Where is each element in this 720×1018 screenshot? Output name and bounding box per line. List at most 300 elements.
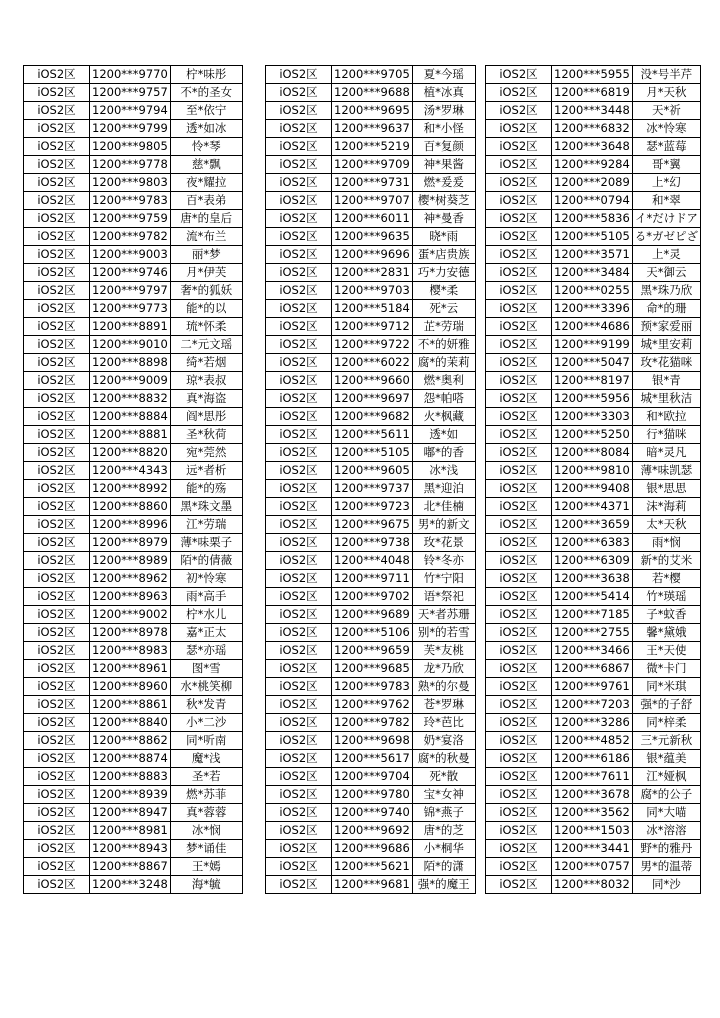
user-id-cell: 1200***9695 [332, 102, 413, 120]
user-id-cell: 1200***9688 [332, 84, 413, 102]
nickname-cell: 瑟*蓝莓 [632, 138, 700, 156]
server-zone-cell: iOS2区 [24, 768, 90, 786]
server-zone-cell: iOS2区 [24, 264, 90, 282]
server-zone-cell: iOS2区 [266, 642, 332, 660]
server-zone-cell: iOS2区 [486, 174, 552, 192]
table-row [486, 678, 701, 696]
user-id-cell: 1200***8960 [90, 678, 171, 696]
user-id-cell: 1200***5621 [332, 858, 413, 876]
nickname-cell: 圣*若 [170, 768, 242, 786]
nickname-cell: 小*桐华 [412, 840, 475, 858]
table-row [486, 174, 701, 192]
nickname-cell: 和*小怪 [412, 120, 475, 138]
nickname-cell: 图*雪 [170, 660, 242, 678]
table-row [24, 282, 243, 300]
server-zone-cell: iOS2区 [486, 786, 552, 804]
server-zone-cell: iOS2区 [266, 516, 332, 534]
server-zone-cell: iOS2区 [24, 642, 90, 660]
table-row [24, 498, 243, 516]
nickname-cell: 江*劳瑞 [170, 516, 242, 534]
user-id-cell: 1200***8832 [90, 390, 171, 408]
nickname-cell: 月*伊芙 [170, 264, 242, 282]
server-zone-cell: iOS2区 [486, 588, 552, 606]
nickname-cell: 绮*若烟 [170, 354, 242, 372]
user-id-cell: 1200***9010 [90, 336, 171, 354]
nickname-cell: 野*的雅丹 [632, 840, 700, 858]
table-row [24, 786, 243, 804]
nickname-cell: 冰*悯 [170, 822, 242, 840]
user-id-cell: 1200***5414 [552, 588, 633, 606]
server-zone-cell: iOS2区 [486, 192, 552, 210]
nickname-cell: 暗*灵凡 [632, 444, 700, 462]
user-id-cell: 1200***3248 [90, 876, 171, 894]
user-id-cell: 1200***4048 [332, 552, 413, 570]
table-row [486, 696, 701, 714]
server-zone-cell: iOS2区 [486, 120, 552, 138]
nickname-cell: 神*曼香 [412, 210, 475, 228]
nickname-cell: 玲*芭比 [412, 714, 475, 732]
server-zone-cell: iOS2区 [486, 570, 552, 588]
table-row [266, 336, 476, 354]
server-zone-cell: iOS2区 [266, 282, 332, 300]
server-zone-cell: iOS2区 [24, 588, 90, 606]
server-zone-cell: iOS2区 [486, 408, 552, 426]
nickname-cell: 芷*劳瑞 [412, 318, 475, 336]
table-row [266, 408, 476, 426]
server-zone-cell: iOS2区 [486, 354, 552, 372]
table-row [486, 498, 701, 516]
server-zone-cell: iOS2区 [24, 678, 90, 696]
user-id-cell: 1200***9675 [332, 516, 413, 534]
table-row [486, 840, 701, 858]
server-zone-cell: iOS2区 [24, 390, 90, 408]
nickname-cell: る*ガゼピざ [632, 228, 700, 246]
server-zone-cell: iOS2区 [24, 534, 90, 552]
nickname-cell: 巧*力安德 [412, 264, 475, 282]
server-zone-cell: iOS2区 [266, 390, 332, 408]
user-id-cell: 1200***9703 [332, 282, 413, 300]
table-row [24, 246, 243, 264]
nickname-cell: 火*枫藏 [412, 408, 475, 426]
table-row [24, 840, 243, 858]
server-zone-cell: iOS2区 [24, 462, 90, 480]
nickname-cell: 樱*柔 [412, 282, 475, 300]
user-id-cell: 1200***6867 [552, 660, 633, 678]
server-zone-cell: iOS2区 [486, 318, 552, 336]
nickname-cell: 蛋*店贵族 [412, 246, 475, 264]
table-row [486, 534, 701, 552]
server-zone-cell: iOS2区 [24, 336, 90, 354]
table-row [486, 876, 701, 894]
server-zone-cell: iOS2区 [486, 696, 552, 714]
user-id-cell: 1200***9002 [90, 606, 171, 624]
table-row [24, 750, 243, 768]
user-id-cell: 1200***8898 [90, 354, 171, 372]
server-zone-cell: iOS2区 [266, 264, 332, 282]
table-row [24, 804, 243, 822]
user-list-table-2 [265, 65, 476, 894]
table-row [266, 84, 476, 102]
user-id-cell: 1200***3648 [552, 138, 633, 156]
server-zone-cell: iOS2区 [24, 138, 90, 156]
server-zone-cell: iOS2区 [486, 264, 552, 282]
server-zone-cell: iOS2区 [266, 138, 332, 156]
server-zone-cell: iOS2区 [24, 624, 90, 642]
user-id-cell: 1200***5611 [332, 426, 413, 444]
user-id-cell: 1200***0757 [552, 858, 633, 876]
nickname-cell: 上*灵 [632, 246, 700, 264]
nickname-cell: 柠*味彤 [170, 66, 242, 84]
user-id-cell: 1200***9711 [332, 570, 413, 588]
table-row [24, 570, 243, 588]
user-id-cell: 1200***9408 [552, 480, 633, 498]
server-zone-cell: iOS2区 [486, 606, 552, 624]
server-zone-cell: iOS2区 [486, 228, 552, 246]
nickname-cell: 流*布兰 [170, 228, 242, 246]
user-id-cell: 1200***8992 [90, 480, 171, 498]
server-zone-cell: iOS2区 [486, 876, 552, 894]
table-row [24, 588, 243, 606]
user-list-table-3 [485, 65, 701, 894]
table-row [266, 768, 476, 786]
table-row [24, 318, 243, 336]
user-id-cell: 1200***6011 [332, 210, 413, 228]
server-zone-cell: iOS2区 [486, 624, 552, 642]
user-id-cell: 1200***7203 [552, 696, 633, 714]
server-zone-cell: iOS2区 [266, 246, 332, 264]
table-row [266, 516, 476, 534]
table-row [486, 606, 701, 624]
server-zone-cell: iOS2区 [266, 732, 332, 750]
server-zone-cell: iOS2区 [24, 552, 90, 570]
nickname-cell: 哥*翼 [632, 156, 700, 174]
user-id-cell: 1200***9712 [332, 318, 413, 336]
nickname-cell: 梦*诵佳 [170, 840, 242, 858]
server-zone-cell: iOS2区 [486, 534, 552, 552]
user-id-cell: 1200***8032 [552, 876, 633, 894]
user-id-cell: 1200***8947 [90, 804, 171, 822]
server-zone-cell: iOS2区 [266, 480, 332, 498]
nickname-cell: 芙*友桃 [412, 642, 475, 660]
nickname-cell: 竹*瑛瑶 [632, 588, 700, 606]
user-id-cell: 1200***9759 [90, 210, 171, 228]
nickname-cell: 透*如冰 [170, 120, 242, 138]
user-id-cell: 1200***9757 [90, 84, 171, 102]
user-id-cell: 1200***3571 [552, 246, 633, 264]
user-id-cell: 1200***1503 [552, 822, 633, 840]
nickname-cell: 熟*的尔曼 [412, 678, 475, 696]
server-zone-cell: iOS2区 [24, 876, 90, 894]
user-id-cell: 1200***6186 [552, 750, 633, 768]
user-id-cell: 1200***9737 [332, 480, 413, 498]
nickname-cell: 嘟*的香 [412, 444, 475, 462]
table-row [266, 786, 476, 804]
server-zone-cell: iOS2区 [24, 498, 90, 516]
table-row [266, 66, 476, 84]
user-id-cell: 1200***9685 [332, 660, 413, 678]
nickname-cell: 怜*琴 [170, 138, 242, 156]
nickname-cell: 薄*味栗子 [170, 534, 242, 552]
table-row [24, 408, 243, 426]
table-row [24, 714, 243, 732]
table-row [486, 282, 701, 300]
table-row [486, 462, 701, 480]
user-id-cell: 1200***6309 [552, 552, 633, 570]
nickname-cell: 夏*今瑶 [412, 66, 475, 84]
server-zone-cell: iOS2区 [486, 822, 552, 840]
user-id-cell: 1200***5105 [552, 228, 633, 246]
nickname-cell: 薄*味凯瑟 [632, 462, 700, 480]
server-zone-cell: iOS2区 [24, 354, 90, 372]
table-row [24, 336, 243, 354]
user-id-cell: 1200***9799 [90, 120, 171, 138]
nickname-cell: 不*的圣女 [170, 84, 242, 102]
user-id-cell: 1200***5617 [332, 750, 413, 768]
table-row [24, 822, 243, 840]
server-zone-cell: iOS2区 [486, 552, 552, 570]
user-id-cell: 1200***6022 [332, 354, 413, 372]
server-zone-cell: iOS2区 [24, 516, 90, 534]
table-row [266, 642, 476, 660]
user-id-cell: 1200***8963 [90, 588, 171, 606]
server-zone-cell: iOS2区 [266, 858, 332, 876]
table-row [486, 480, 701, 498]
table-row [266, 606, 476, 624]
user-id-cell: 1200***9682 [332, 408, 413, 426]
nickname-cell: 腐*的秋曼 [412, 750, 475, 768]
user-id-cell: 1200***0255 [552, 282, 633, 300]
table-row [266, 678, 476, 696]
server-zone-cell: iOS2区 [24, 732, 90, 750]
nickname-cell: 小*二沙 [170, 714, 242, 732]
server-zone-cell: iOS2区 [266, 534, 332, 552]
nickname-cell: 行*猫咪 [632, 426, 700, 444]
user-id-cell: 1200***9686 [332, 840, 413, 858]
nickname-cell: 王*嫣 [170, 858, 242, 876]
table-row [486, 786, 701, 804]
nickname-cell: 雨*悯 [632, 534, 700, 552]
user-id-cell: 1200***5956 [552, 390, 633, 408]
nickname-cell: 和*翠 [632, 192, 700, 210]
nickname-cell: 子*蚊香 [632, 606, 700, 624]
user-id-cell: 1200***8978 [90, 624, 171, 642]
server-zone-cell: iOS2区 [266, 336, 332, 354]
user-id-cell: 1200***3448 [552, 102, 633, 120]
table-row [486, 120, 701, 138]
table-row [266, 570, 476, 588]
table-row [24, 174, 243, 192]
nickname-cell: 燃*苏菲 [170, 786, 242, 804]
nickname-cell: 别*的若雪 [412, 624, 475, 642]
nickname-cell: 黑*珠乃欣 [632, 282, 700, 300]
server-zone-cell: iOS2区 [486, 768, 552, 786]
server-zone-cell: iOS2区 [266, 606, 332, 624]
server-zone-cell: iOS2区 [486, 804, 552, 822]
user-id-cell: 1200***4686 [552, 318, 633, 336]
user-id-cell: 1200***9689 [332, 606, 413, 624]
user-id-cell: 1200***3441 [552, 840, 633, 858]
nickname-cell: 秋*发青 [170, 696, 242, 714]
server-zone-cell: iOS2区 [486, 750, 552, 768]
user-id-cell: 1200***8891 [90, 318, 171, 336]
table-row [486, 156, 701, 174]
nickname-cell: 北*佳楠 [412, 498, 475, 516]
table-row [266, 246, 476, 264]
nickname-cell: 陌*的倩薇 [170, 552, 242, 570]
server-zone-cell: iOS2区 [266, 408, 332, 426]
table-row [266, 804, 476, 822]
table-row [266, 462, 476, 480]
nickname-cell: 铃*冬亦 [412, 552, 475, 570]
nickname-cell: 没*号半芹 [632, 66, 700, 84]
nickname-cell: 和*欧拉 [632, 408, 700, 426]
table-row [486, 822, 701, 840]
server-zone-cell: iOS2区 [266, 552, 332, 570]
nickname-cell: 上*幻 [632, 174, 700, 192]
user-id-cell: 1200***8979 [90, 534, 171, 552]
server-zone-cell: iOS2区 [24, 102, 90, 120]
table-row [486, 408, 701, 426]
user-id-cell: 1200***4852 [552, 732, 633, 750]
user-id-cell: 1200***3638 [552, 570, 633, 588]
server-zone-cell: iOS2区 [486, 300, 552, 318]
nickname-cell: 命*的珊 [632, 300, 700, 318]
nickname-cell: 死*散 [412, 768, 475, 786]
nickname-cell: 远*者析 [170, 462, 242, 480]
nickname-cell: 夜*耀拉 [170, 174, 242, 192]
nickname-cell: 唐*的芝 [412, 822, 475, 840]
server-zone-cell: iOS2区 [266, 210, 332, 228]
server-zone-cell: iOS2区 [24, 228, 90, 246]
user-id-cell: 1200***9009 [90, 372, 171, 390]
table-row [24, 606, 243, 624]
user-id-cell: 1200***5836 [552, 210, 633, 228]
nickname-cell: 水*桃笑柳 [170, 678, 242, 696]
user-id-cell: 1200***8860 [90, 498, 171, 516]
table-row [266, 534, 476, 552]
table-row [266, 120, 476, 138]
nickname-cell: 月*天秋 [632, 84, 700, 102]
nickname-cell: 男*的温蒂 [632, 858, 700, 876]
server-zone-cell: iOS2区 [266, 444, 332, 462]
server-zone-cell: iOS2区 [24, 858, 90, 876]
nickname-cell: 冰*浅 [412, 462, 475, 480]
user-id-cell: 1200***9681 [332, 876, 413, 894]
nickname-cell: 银*蕴美 [632, 750, 700, 768]
server-zone-cell: iOS2区 [24, 300, 90, 318]
user-id-cell: 1200***8874 [90, 750, 171, 768]
user-id-cell: 1200***9697 [332, 390, 413, 408]
user-id-cell: 1200***9805 [90, 138, 171, 156]
user-id-cell: 1200***3678 [552, 786, 633, 804]
server-zone-cell: iOS2区 [266, 624, 332, 642]
user-id-cell: 1200***9199 [552, 336, 633, 354]
server-zone-cell: iOS2区 [24, 444, 90, 462]
nickname-cell: 银*思思 [632, 480, 700, 498]
table-row [486, 516, 701, 534]
server-zone-cell: iOS2区 [24, 786, 90, 804]
server-zone-cell: iOS2区 [266, 174, 332, 192]
table-row [486, 804, 701, 822]
nickname-cell: 城*里安莉 [632, 336, 700, 354]
server-zone-cell: iOS2区 [24, 192, 90, 210]
nickname-cell: 陌*的潇 [412, 858, 475, 876]
user-id-cell: 1200***8996 [90, 516, 171, 534]
user-id-cell: 1200***0794 [552, 192, 633, 210]
nickname-cell: 不*的妍雅 [412, 336, 475, 354]
table-row [24, 462, 243, 480]
table-row [486, 750, 701, 768]
server-zone-cell: iOS2区 [24, 570, 90, 588]
nickname-cell: 语*祭祀 [412, 588, 475, 606]
nickname-cell: 雨*高手 [170, 588, 242, 606]
server-zone-cell: iOS2区 [24, 156, 90, 174]
user-id-cell: 1200***8939 [90, 786, 171, 804]
server-zone-cell: iOS2区 [266, 660, 332, 678]
table-row [486, 642, 701, 660]
nickname-cell: 琉*怀柔 [170, 318, 242, 336]
user-id-cell: 1200***8861 [90, 696, 171, 714]
nickname-cell: 强*的子舒 [632, 696, 700, 714]
user-id-cell: 1200***9783 [332, 678, 413, 696]
table-row [266, 750, 476, 768]
server-zone-cell: iOS2区 [266, 498, 332, 516]
table-row [266, 156, 476, 174]
nickname-cell: 若*樱 [632, 570, 700, 588]
user-id-cell: 1200***8989 [90, 552, 171, 570]
table-row [24, 354, 243, 372]
server-zone-cell: iOS2区 [486, 66, 552, 84]
user-id-cell: 1200***9692 [332, 822, 413, 840]
table-row [266, 354, 476, 372]
nickname-cell: 冰*溶溶 [632, 822, 700, 840]
nickname-cell: 同*梓柔 [632, 714, 700, 732]
table-row [486, 624, 701, 642]
table-row [486, 66, 701, 84]
nickname-cell: 天*祈 [632, 102, 700, 120]
table-row [24, 642, 243, 660]
server-zone-cell: iOS2区 [24, 660, 90, 678]
server-zone-cell: iOS2区 [266, 120, 332, 138]
server-zone-cell: iOS2区 [486, 732, 552, 750]
table-row [486, 660, 701, 678]
table-row [266, 732, 476, 750]
table-row [24, 534, 243, 552]
nickname-cell: 海*毓 [170, 876, 242, 894]
table-row [24, 480, 243, 498]
table-row [486, 552, 701, 570]
table-row [486, 714, 701, 732]
user-id-cell: 1200***5219 [332, 138, 413, 156]
nickname-cell: 城*里秋洁 [632, 390, 700, 408]
server-zone-cell: iOS2区 [486, 516, 552, 534]
nickname-cell: 奢*的狐妖 [170, 282, 242, 300]
user-id-cell: 1200***9783 [90, 192, 171, 210]
user-id-cell: 1200***9770 [90, 66, 171, 84]
user-id-cell: 1200***2831 [332, 264, 413, 282]
nickname-cell: 慈*飘 [170, 156, 242, 174]
nickname-cell: 同*米琪 [632, 678, 700, 696]
user-list-table-1 [23, 65, 243, 894]
user-id-cell: 1200***5250 [552, 426, 633, 444]
table-row [266, 282, 476, 300]
server-zone-cell: iOS2区 [24, 66, 90, 84]
nickname-cell: 腐*的茉莉 [412, 354, 475, 372]
server-zone-cell: iOS2区 [486, 84, 552, 102]
nickname-cell: 樱*树葵芝 [412, 192, 475, 210]
server-zone-cell: iOS2区 [266, 426, 332, 444]
table-row [266, 390, 476, 408]
